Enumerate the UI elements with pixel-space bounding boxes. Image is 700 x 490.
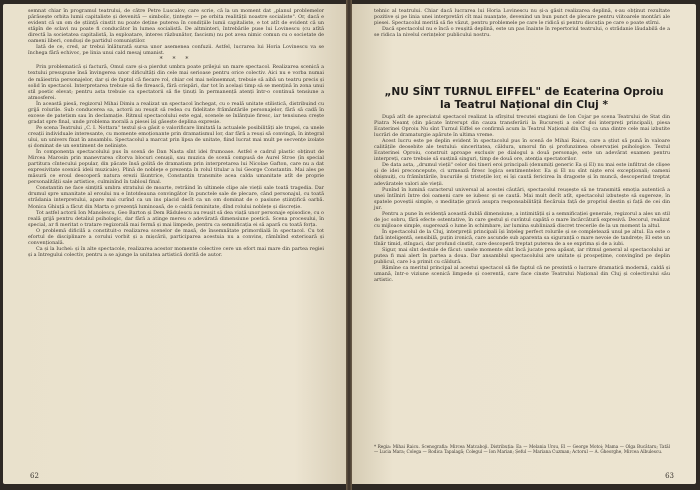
right-intro-1: tehnic al teatrului. Chiar dacă lucrarea lui Horia Lovinescu nu și-a găsit realizarea deplină, s-au obținut rezultate pozitive și pe linia unei interpretări cît mai nuanțate, devenind un bun punct de plecare pentru viitoarele montări ale piesei. Spectacolul merită să fie văzut, pentru problemele pe care le ridică și pentru discuția pe care o poate stîrni.: [374, 8, 670, 27]
left-paragraph: Prin problematică și factură, Omul care și-a pierdut umbra poate prilejui un mare spectacol. Realizarea scenică a textului presupune însă învingerea unor dificultăți din cele mai serioase pentru orice colectiv. Aici nu e vorba numai de măiestria personajelor, dar și de faptul că fiecare rol, chiar cel mai neînsemnat, trebuie să aibă un teatru precis și solid în spectacol. Interpretarea trebuie să fie firească, fără crispări, dar tot în același timp să se mențină în zona unui stil poetic elevat; pentru asta trebuie ca spectatorii să fie ținuți în permanență atenți într-o continuă tensiune a atmosferei.: [28, 64, 324, 101]
right-paragraph: Punînd în lumină caracterul universal al acestei căutări, spectacolul reușește să ne transmită emoția autentică a unei întîlniri între doi oameni care se iubesc și se caută. Mai mult decît atît, spectacolul izbutește să sugereze, în spatele poveștii simple, o meditație gravă asupra responsabilității fiecăruia față de propriul destin și față de cei din jur.: [374, 186, 670, 211]
page-number-right: 63: [665, 472, 674, 480]
right-page: [352, 4, 696, 484]
page-number-left: 62: [30, 472, 39, 480]
right-page-intro: [374, 8, 670, 38]
left-page-text: [28, 8, 324, 258]
left-paragraph: Constantin ne face simțită umbra stratului de moarte, retrăind în ultimele clipe ale vieții sale toată tragedia. Dar drumul spre umanitate al eroului nu e întotdeauna convingător în punctele sale de plecare, când personajul, cu toată strădania interpretului, apare mai curînd ca un ins placid decît ca un om dominat de o pasiune științifică oarbă. Monica Ghiuță a făcut din Marta o prezență luminoasă, de o caldă feminitate, dînd rolului noblețe și discreție.: [28, 185, 324, 210]
right-paragraph: Pentru a pune în evidență această dublă dimensiune, a intimității și a semnificației generale, regizorul a ales un stil de joc sobru, fără efecte ostentative, în care gestul și cuvîntul capătă o mare încărcătură expresivă. Decorul, realizat cu mijloace simple, sugerează o lume în schimbare, iar lumina subliniază discret trecerile de la un moment la altul.: [374, 210, 670, 229]
left-intro-1: semnat chiar în programul teatrului, de către Petre Luscalov, care scrie, că la un moment dat „planul problemelor părăsește orbita lumii capitaliste și devenită — simbolic, ținteşte — pe orbita realității noastre socialiste". Or, dacă e evident că un om de știință cinstit nu poate deține puterea în condițiile lumii capitaliste, e tot atît de evident că un stăpîn de sclavi nu poate fi conducător în lumea socialistă. De altminteri, întrebările puse lui Lovinescu (cu atîtă directă la societatea capitalistă, la exploatare, interes răzbunător, fascism) nu pot avea nimic comun cu o societate de oameni liberi, conduși de partidul comuniștilor.: [28, 8, 324, 45]
right-paragraph: După atît de apreciatul spectacol realizat la sfîrșitul trecutei stagiuni de Ion Cojar pe scena Teatrului de Stat din Piatra Neamț (din păcate întrerupt din cauza transferării la București a celor doi interpreți principali), piesa Ecaterinei Oproiu Nu sînt Turnul Eiffel se confirmă acum la Teatrul Național din Cluj ca una dintre cele mai izbutite lucrări de dramaturgie apărute în ultima vreme.: [374, 114, 670, 139]
right-paragraph: În spectacolul de la Cluj, interpreții principali își înțeleg perfect rolurile și se completează unul pe altul. Ea este o fată inteligentă, sensibilă, puțin ironică, care ascunde sub aparenta sa siguranță o mare nevoie de tandrețe; El este un tînăr timid, stîngaci, dar profund cinstit, care descoperă treptat puterea de a se exprima și de a iubi.: [374, 228, 670, 247]
article-title-line-2: la Teatrul Național din Cluj *: [439, 99, 609, 111]
left-paragraph: O problemă dificilă a constituit-o realizarea scenelor de masă, de însemnătate primordială în spectacol. Cu tot efortul de disciplinare a corului vorbit și a mișcării, participarea acestuia nu a convins, rămînînd exterioară și convențională.: [28, 227, 324, 246]
right-paragraph: De data asta, „drumul vieții" celor doi tineri eroi principali (denumiți generic Ea și El) nu mai este infiltrat de clișee și de idei preconcepute, ci urmează firesc logica sentimentelor. Ea și El nu sînt niște eroi excepționali; oameni obișnuiți, cu frămîntările, bucuriile și tristețile lor, ei își caută fericirea în dragoste și în muncă, descoperind treptat adevăratele valori ale vieții.: [374, 162, 670, 187]
right-paragraph: Rămîne ca meritul principal al acestui spectacol să fie faptul că ne prezintă o lucrare dramatică modernă, caldă și umană, într-o viziune scenică limpede și coerentă, care face cinste Teatrului Național din Cluj și colectivului său artistic.: [374, 265, 670, 284]
left-paragraph: În componența spectacolului pus în scenă de Dan Nasta sînt idei frumoase. Astfel e cadrul plastic obținut de Mircea Marosin prin manevrarea cîtorva blocuri cenușii, sau muzica de scenă compusă de Aurel Stroe (în special partitura cîntecului popular, din păcate însă golită de dramatism prin interpretarea lui Nicolae Gafton, care nu a dat expresivitate scenică ideii muzicale). Plină de nobleţe e prezența în rolul titular a lui George Constantin. Mai ales pe măsură ce eroul descoperă natura erezii lăuntrice, Constantin transmite acea calda umanitate atît de proprie personalității sale artistice, culminînd în tabloul final.: [28, 149, 324, 186]
right-paragraph: Sigur, mai sînt destule de făcut: unele momente sînt încă jucate prea apăsat, iar ritmul general al spectacolului ar putea fi mai alert în partea a doua. Dar ansamblul spectacolului are unitate și prospețime, convingînd pe deplin publicul, care l-a primit cu căldură.: [374, 247, 670, 266]
right-page-text: [374, 114, 670, 283]
left-paragraph: Ca și la Iuchei: și în alte spectacole, realizarea acestor momente colective cere un efort mai mare din partea regiei și a întregului colectiv, pentru a se ajunge la unitatea artistică dorită de autor.: [28, 245, 324, 258]
left-intro-2: Iată de ce, cred, ar trebui înlăturată sursa unor asemenea confuzii. Astfel, lucrarea lui Horia Lovinescu va se închega fără echivoc, pe linia unui cald mesaj umanist.: [28, 44, 324, 57]
article-title: [374, 86, 674, 112]
left-paragraph: Tot astfel actorii Ion Manolescu, Geo Barton și Dem Rădulescu au reușit să dea viață unor personaje episodice, cu o reală grijă pentru detaliul psihologic, dar fără a atinge mereu o adevărată dimensiune poetică. Scena procesului, în special, ar fi meritat o tratare regizorală mai fermă și mai limpede, pentru ca semnificația ei să apară cu toată forța.: [28, 209, 325, 228]
section-divider: * * *: [159, 56, 193, 64]
right-intro-2: Dacă spectacolul nu e încă o reușită deplină, este un pas înainte în repertoriul teatrului, o strădanie lăudabilă de a se ridica la nivelul cerințelor publicului nostru.: [374, 26, 670, 39]
left-paragraph: În această piesă, regizorul Mihai Dimiu a realizat un spectacol închegat, cu o reală unitate stilistică, distribuind cu grijă rolurile. Sub conducerea sa, actorii au reușit să redea cu fidelitate frământările personajelor, fără să cadă în excese de patetism sau în declamație. Ritmul spectacolului este egal, scenele se înlănțuie firesc, iar tensiunea crește gradat spre final, unde problema morală a piesei își găsește deplina expresie.: [28, 100, 324, 125]
footnote: * Regia: Mihai Raicu. Scenografia: Mircea Matcaboji. Distribuția: Ea — Melania Ursu, El — George Motoi; Mama — Olga Bucătaru; Tatăl — Lucia Mara; Colega — Rodica Tapalagă; Colegul — Ion Marian; Șeful — Mariana Cuzman; Actorul — A. Gheorghe, Mircea Albulescu.: [374, 444, 670, 455]
left-paragraph: Pe scena Teatrului „C. I. Nottara" textul și-a găsit o valorificare limitată la actualele posibilități ale trupei, ca unele creații individuale interesante, cu momente emoționante prin dramatismul lor, dar fără a reuși să convingă, în integral ului, un univers fixat în ansamblu. Spectacolul a marcat prin lipsa de unitate, fiind lucrat mai mult pe secvențe izolate și dominat de un sentiment de neliniște.: [28, 124, 324, 150]
left-page: [3, 4, 346, 484]
article-title-line-1: „NU SÎNT TURNUL EIFFEL" de Ecaterina Oproiu: [384, 86, 664, 98]
right-paragraph: Acest lucru este pe deplin evident în spectacolul pus în scenă de Mihai Raicu, care a știut să pună în valoare calitățile deosebite ale textului: sinceritatea, căldura, umorul fin și profunzimea observației psihologice. Textul Ecaterinei Oproiu, construit aproape exclusiv pe dialogul a două personaje, este un adevărat examen pentru interpreți, care trebuie să susțină singuri, timp de două ore, atenția spectatorilor.: [374, 138, 670, 163]
